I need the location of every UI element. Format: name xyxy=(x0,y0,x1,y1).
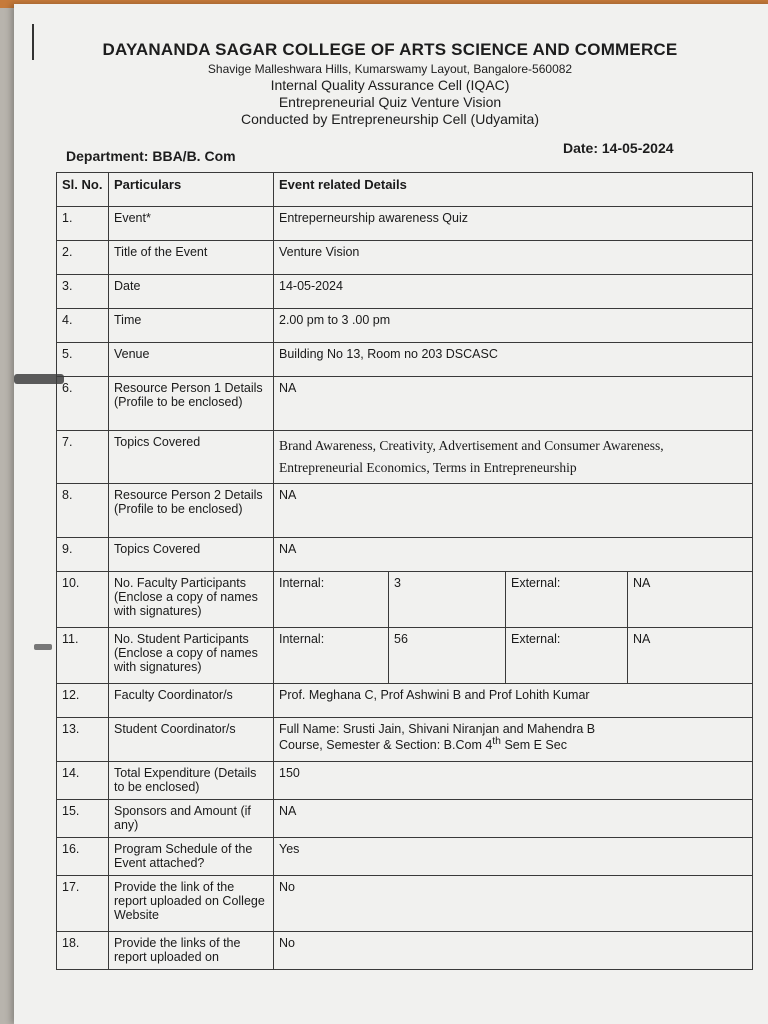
row-number: 17. xyxy=(57,876,109,932)
row-particular: Faculty Coordinator/s xyxy=(109,684,274,718)
course-section: Course, Semester & Section: B.Com 4th Sem E Sec xyxy=(279,736,567,753)
row-number: 14. xyxy=(57,762,109,800)
table-row xyxy=(57,343,753,377)
internal-label: Internal: xyxy=(274,572,389,628)
header-particulars: Particulars xyxy=(109,173,274,207)
table-row xyxy=(57,207,753,241)
row-particular: Event* xyxy=(109,207,274,241)
table-row xyxy=(57,241,753,275)
staple-clip-small xyxy=(34,644,52,650)
iqac-line: Internal Quality Assurance Cell (IQAC) xyxy=(270,77,510,93)
row-detail: No xyxy=(274,876,753,932)
table-row xyxy=(57,484,753,538)
row-detail: Brand Awareness, Creativity, Advertisement and Consumer Awareness, Entrepreneurial Economics, Terms in Entrepreneurship xyxy=(274,431,753,484)
event-title-line: Entrepreneurial Quiz Venture Vision xyxy=(278,94,502,110)
internal-label: Internal: xyxy=(274,628,389,684)
table-row xyxy=(57,762,753,800)
external-value: NA xyxy=(628,628,753,684)
row-particular: Sponsors and Amount (if any) xyxy=(109,800,274,838)
row-detail: NA xyxy=(274,377,753,431)
table-row xyxy=(57,309,753,343)
table-row xyxy=(57,377,753,431)
college-address: Shavige Malleshwara Hills, Kumarswamy Layout, Bangalore-560082 xyxy=(207,62,573,76)
row-number: 3. xyxy=(57,275,109,309)
date-label: Date: 14-05-2024 xyxy=(563,140,674,156)
row-particular: Provide the links of the report uploaded on xyxy=(109,932,274,970)
row-detail: NA xyxy=(274,538,753,572)
external-label: External: xyxy=(506,628,628,684)
row-number: 7. xyxy=(57,431,109,484)
row-particular: Total Expenditure (Details to be enclosed) xyxy=(109,762,274,800)
row-particular: Resource Person 2 Details (Profile to be enclosed) xyxy=(109,484,274,538)
row-particular: Provide the link of the report uploaded on College Website xyxy=(109,876,274,932)
external-label: External: xyxy=(506,572,628,628)
row-detail: NA xyxy=(274,484,753,538)
table-row xyxy=(57,572,753,628)
row-detail-student-coordinators xyxy=(274,718,753,762)
table-row xyxy=(57,538,753,572)
row-number: 1. xyxy=(57,207,109,241)
table-row xyxy=(57,838,753,876)
table-row xyxy=(57,800,753,838)
internal-value: 3 xyxy=(389,572,506,628)
row-particular: Student Coordinator/s xyxy=(109,718,274,762)
row-number: 6. xyxy=(57,377,109,431)
external-value: NA xyxy=(628,572,753,628)
row-number: 12. xyxy=(57,684,109,718)
header-sl-no: Sl. No. xyxy=(57,173,109,207)
row-detail: Prof. Meghana C, Prof Ashwini B and Prof Lohith Kumar xyxy=(274,684,753,718)
row-number: 11. xyxy=(57,628,109,684)
row-particular: Title of the Event xyxy=(109,241,274,275)
row-number: 16. xyxy=(57,838,109,876)
row-number: 4. xyxy=(57,309,109,343)
row-number: 8. xyxy=(57,484,109,538)
college-name: DAYANANDA SAGAR COLLEGE OF ARTS SCIENCE AND COMMERCE xyxy=(102,40,678,59)
row-number: 5. xyxy=(57,343,109,377)
row-detail: Venture Vision xyxy=(274,241,753,275)
row-detail: 2.00 pm to 3 .00 pm xyxy=(274,309,753,343)
table-header-row xyxy=(57,173,753,207)
row-number: 9. xyxy=(57,538,109,572)
row-detail: NA xyxy=(274,800,753,838)
row-particular: Topics Covered xyxy=(109,538,274,572)
table-row xyxy=(57,275,753,309)
row-particular: No. Faculty Participants (Enclose a copy of names with signatures) xyxy=(109,572,274,628)
conducted-by-line: Conducted by Entrepreneurship Cell (Udyamita) xyxy=(240,111,540,127)
row-particular: No. Student Participants (Enclose a copy of names with signatures) xyxy=(109,628,274,684)
table-row xyxy=(57,628,753,684)
document-header xyxy=(40,40,740,127)
row-detail: Entreperneurship awareness Quiz xyxy=(274,207,753,241)
row-detail: Building No 13, Room no 203 DSCASC xyxy=(274,343,753,377)
row-number: 10. xyxy=(57,572,109,628)
row-number: 18. xyxy=(57,932,109,970)
row-detail: 150 xyxy=(274,762,753,800)
table-row xyxy=(57,932,753,970)
row-particular: Program Schedule of the Event attached? xyxy=(109,838,274,876)
row-detail: Yes xyxy=(274,838,753,876)
department-label: Department: BBA/B. Com xyxy=(66,148,236,164)
row-particular: Resource Person 1 Details (Profile to be enclosed) xyxy=(109,377,274,431)
row-particular: Topics Covered xyxy=(109,431,274,484)
row-number: 15. xyxy=(57,800,109,838)
table-row xyxy=(57,684,753,718)
event-report-table xyxy=(56,172,753,970)
student-names: Full Name: Srusti Jain, Shivani Niranjan and Mahendra B xyxy=(279,722,596,736)
table-row xyxy=(57,718,753,762)
header-event-details: Event related Details xyxy=(274,173,753,207)
row-particular: Venue xyxy=(109,343,274,377)
internal-value: 56 xyxy=(389,628,506,684)
row-number: 13. xyxy=(57,718,109,762)
table-row xyxy=(57,876,753,932)
row-particular: Time xyxy=(109,309,274,343)
row-particular: Date xyxy=(109,275,274,309)
table-row xyxy=(57,431,753,484)
row-detail: 14-05-2024 xyxy=(274,275,753,309)
row-detail: No xyxy=(274,932,753,970)
row-number: 2. xyxy=(57,241,109,275)
binder-mark xyxy=(32,24,34,60)
